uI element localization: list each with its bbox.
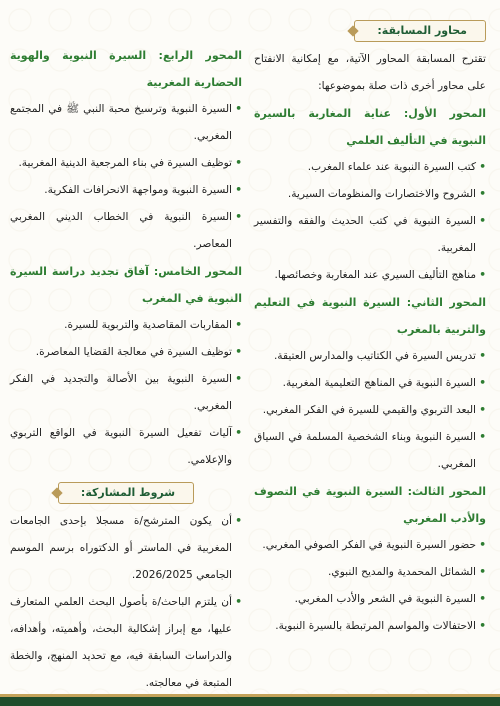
axis1-title: المحور الأول: عناية المغاربة بالسيرة النبوية في التأليف العلمي <box>254 107 486 147</box>
axes-section-title: محاور المسابقة: <box>354 20 486 42</box>
list-item: • توظيف السيرة في بناء المرجعية الدينية المغربية. <box>10 150 242 177</box>
list-item: • الشروح والاختصارات والمنظومات السيرية. <box>254 181 486 208</box>
axis3-title: المحور الثالث: السيرة النبوية في التصوف والأدب المغربي <box>254 485 486 525</box>
axis5-title: المحور الخامس: آفاق تجديد دراسة السيرة النبوية في المغرب <box>10 265 242 305</box>
conditions-list <box>10 508 242 697</box>
axis3-list <box>254 532 486 640</box>
list-item: • السيرة النبوية في كتب الحديث والفقه والتفسير المغربية. <box>254 208 486 262</box>
list-item: • مناهج التأليف السيري عند المغاربة وخصائصها. <box>254 262 486 289</box>
conditions-section-title: شروط المشاركة: <box>58 482 194 504</box>
list-item: • أن يلتزم الباحث/ة بأصول البحث العلمي المتعارف عليها، مع إبراز إشكالية البحث، وأهميته، وأهدافه، والدراسات السابقة فيه، مع تحديد المنهج، والخطة المتبعة في معالجته. <box>10 589 242 697</box>
list-item: • آليات تفعيل السيرة النبوية في الواقع التربوي والإعلامي. <box>10 420 242 474</box>
axis4-title: المحور الرابع: السيرة النبوية والهوية الحضارية المغربية <box>10 49 242 89</box>
list-item: • البعد التربوي والقيمي للسيرة في الفكر المغربي. <box>254 397 486 424</box>
axis2-title: المحور الثاني: السيرة النبوية في التعليم والتربية بالمغرب <box>254 296 486 336</box>
list-item: • الاحتفالات والمواسم المرتبطة بالسيرة النبوية. <box>254 613 486 640</box>
list-item: • الشمائل المحمدية والمديح النبوي. <box>254 559 486 586</box>
list-item: • السيرة النبوية في الخطاب الديني المغربي المعاصر. <box>10 204 242 258</box>
axes-intro: تقترح المسابقة المحاور الآتية، مع إمكانية الانفتاح على محاور أخرى ذات صلة بموضوعها: <box>254 53 486 92</box>
axis4-list <box>10 96 242 258</box>
list-item: • السيرة النبوية وترسيخ محبة النبي ﷺ في المجتمع المغربي. <box>10 96 242 150</box>
list-item: • المقاربات المقاصدية والتربوية للسيرة. <box>10 312 242 339</box>
axis2-list <box>254 343 486 478</box>
list-item: • حضور السيرة النبوية في الفكر الصوفي المغربي. <box>254 532 486 559</box>
list-item: • السيرة النبوية في الشعر والأدب المغربي. <box>254 586 486 613</box>
list-item: • تدريس السيرة في الكتاتيب والمدارس العتيقة. <box>254 343 486 370</box>
list-item: • السيرة النبوية في المناهج التعليمية المغربية. <box>254 370 486 397</box>
conditions-box-wrap <box>10 480 242 508</box>
right-column <box>254 18 486 640</box>
list-item: • السيرة النبوية بين الأصالة والتجديد في الفكر المغربي. <box>10 366 242 420</box>
bottom-border <box>0 694 500 706</box>
list-item: • السيرة النبوية ومواجهة الانحرافات الفكرية. <box>10 177 242 204</box>
list-item: • كتب السيرة النبوية عند علماء المغرب. <box>254 154 486 181</box>
list-item: • السيرة النبوية وبناء الشخصية المسلمة في السياق المغربي. <box>254 424 486 478</box>
list-item: • أن يكون المترشح/ة مسجلا بإحدى الجامعات المغربية في الماستر أو الدكتوراه برسم الموسم الجامعي 2026/2025. <box>10 508 242 589</box>
list-item: • توظيف السيرة في معالجة القضايا المعاصرة. <box>10 339 242 366</box>
axis5-list <box>10 312 242 474</box>
axes-box-wrap <box>254 18 486 46</box>
left-column <box>10 18 242 697</box>
axis1-list <box>254 154 486 289</box>
